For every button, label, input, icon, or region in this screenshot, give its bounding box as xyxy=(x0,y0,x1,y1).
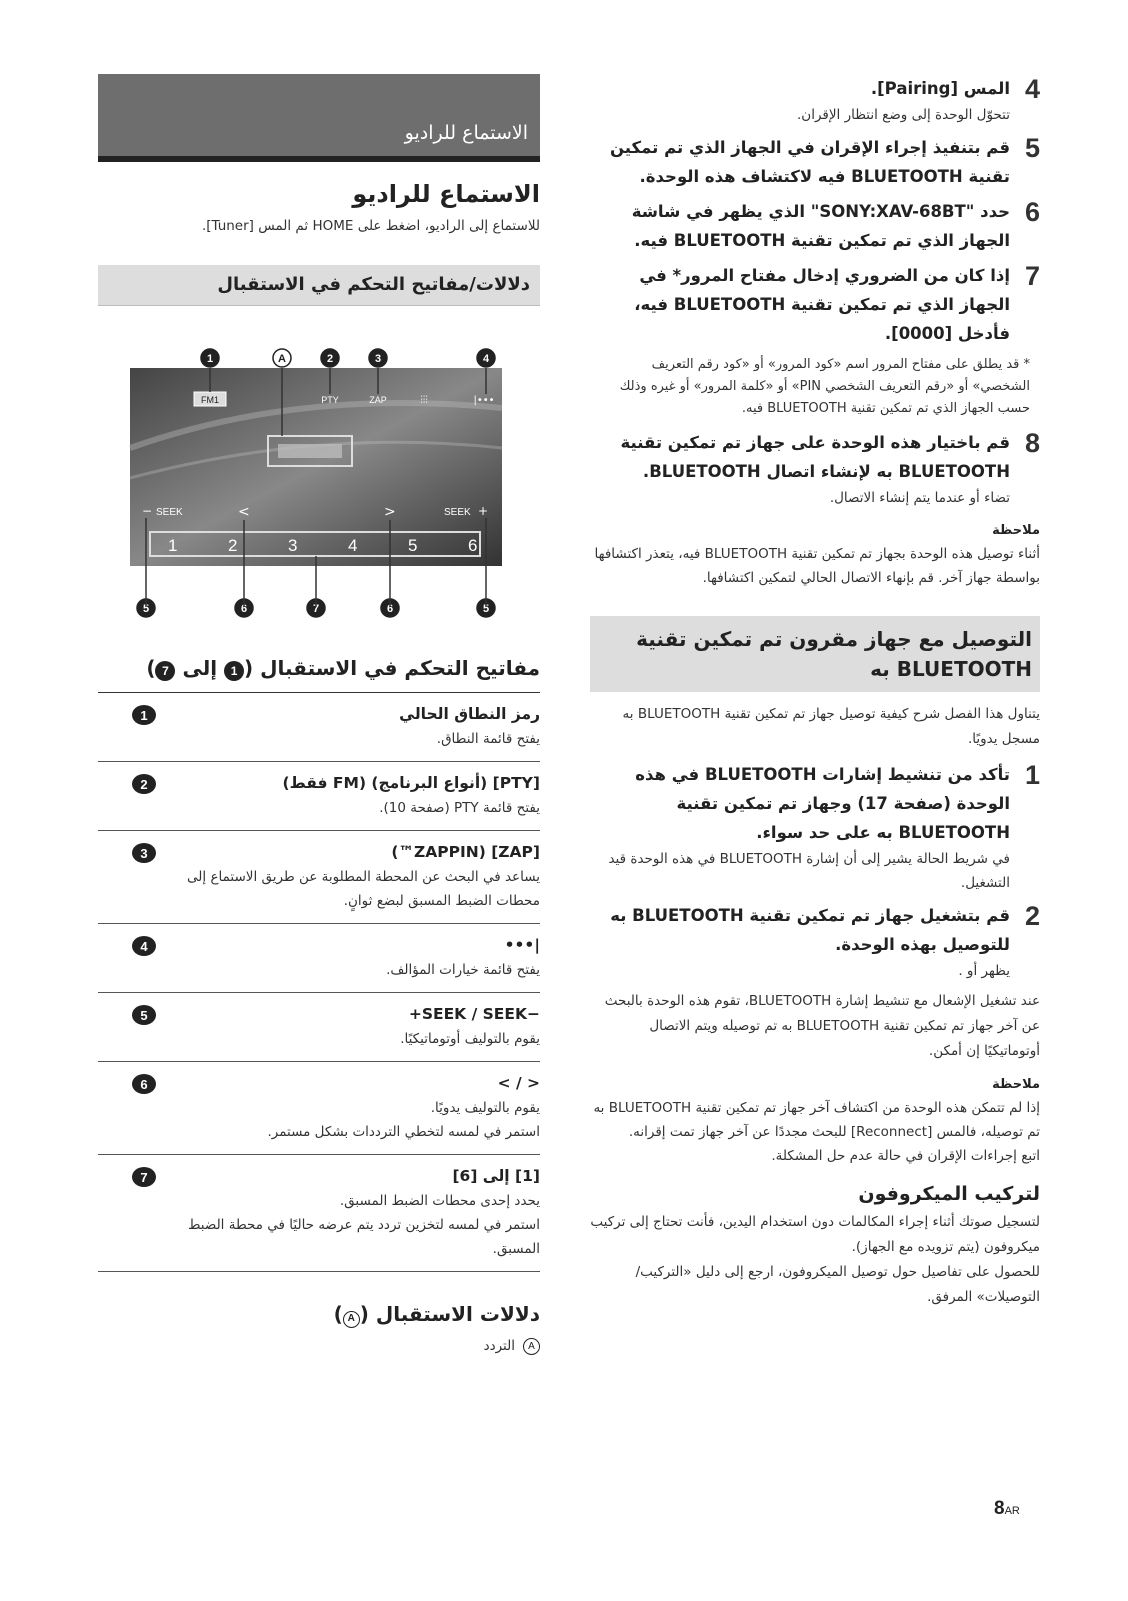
callout-4-icon: 4 xyxy=(132,936,156,956)
note-text: اتبع إجراءات الإقران في حالة عدم حل المشكلة. xyxy=(771,1148,1040,1164)
step-title: تأكد من تنشيط إشارات BLUETOOTH في هذه الوحدة (صفحة 17) وجهاز تم تمكين تقنية BLUETOOTH به على حد سواء. xyxy=(635,765,1010,842)
indicator-a-text: التردد xyxy=(483,1338,515,1354)
key-title: |••• xyxy=(504,936,540,954)
callout-7-icon: 7 xyxy=(132,1167,156,1187)
step-text: في شريط الحالة يشير إلى أن إشارة BLUETOOTH في هذه الوحدة قيد التشغيل. xyxy=(608,851,1010,891)
band-label: FM1 xyxy=(201,395,219,405)
seek-plus-icon: + xyxy=(478,504,489,518)
key-desc: يفتح قائمة خيارات المؤالف. xyxy=(386,962,540,978)
step-number: 8 xyxy=(1024,428,1040,458)
footnote: * قد يطلق على مفتاح المرور اسم «كود المرور» أو «كود رقم التعريف الشخصي» أو «رقم التعريف الشخصي PIN» أو «كلمة المرور» أو غيره وذلك حسب الجهاز الذي تم تمكين تقنية BLUETOOTH فيه. xyxy=(619,357,1030,416)
preset-button-1: 1 xyxy=(168,536,178,555)
tuner-screen-svg xyxy=(98,328,540,618)
step-number: 7 xyxy=(1024,261,1040,291)
left-column xyxy=(98,74,540,1359)
step-6 xyxy=(590,197,1040,255)
pty-label: PTY xyxy=(321,395,339,405)
step-title: إذا كان من الضروري إدخال مفتاح المرور* في الجهاز الذي تم تمكين تقنية BLUETOOTH فيه، فأدخل [0000]. xyxy=(634,266,1010,343)
eq-icon: ⫶⫶⫶ xyxy=(420,395,428,406)
step-number: 4 xyxy=(1024,74,1040,104)
callout-5-icon: 5 xyxy=(132,1005,156,1025)
step-8 xyxy=(590,428,1040,510)
preset-button-6: 6 xyxy=(468,536,478,555)
callout-7-icon: 7 xyxy=(155,661,175,681)
key-row xyxy=(98,1155,540,1272)
callouts-top xyxy=(201,349,495,367)
indicator-a-row xyxy=(98,1334,540,1359)
page-number xyxy=(994,1498,1020,1520)
callout-label: 3 xyxy=(374,353,382,365)
keys-heading-mid: إلى xyxy=(182,656,218,680)
right-column xyxy=(590,74,1040,1310)
preset-button-4: 4 xyxy=(348,536,358,555)
seek-plus-label: SEEK xyxy=(444,507,471,518)
step-number: 2 xyxy=(1024,901,1040,931)
key-desc: يفتح قائمة النطاق. xyxy=(436,731,540,747)
keys-heading-text: مفاتيح التحكم في الاستقبال xyxy=(260,656,540,680)
key-desc: يقوم بالتوليف يدويًا. استمر في لمسه لتخطي الترددات بشكل مستمر. xyxy=(267,1100,540,1140)
key-desc: يساعد في البحث عن المحطة المطلوبة عن طريق الاستماع إلى محطات الضبط المسبق لبضع ثوانٍ. xyxy=(187,869,540,909)
key-title: [1] إلى [6] xyxy=(452,1167,540,1185)
tune-right-icon: > xyxy=(384,504,396,520)
callout-1-icon: 1 xyxy=(132,705,156,725)
preset-button-2: 2 xyxy=(228,536,238,555)
step-number: 1 xyxy=(1024,760,1040,790)
callout-label: 6 xyxy=(386,603,394,615)
step-4 xyxy=(590,74,1040,127)
indicators-heading-text: دلالات الاستقبال xyxy=(375,1302,540,1326)
callout-6-icon: 6 xyxy=(132,1074,156,1094)
key-title: رمز النطاق الحالي xyxy=(399,705,540,723)
seek-minus-icon: − xyxy=(142,504,153,518)
step-title: حدد "SONY:XAV-68BT" الذي يظهر في شاشة الجهاز الذي تم تمكين تقنية BLUETOOTH فيه. xyxy=(631,202,1010,250)
callout-2-icon: 2 xyxy=(132,774,156,794)
paragraph: عند تشغيل الإشعال مع تنشيط إشارة BLUETOOTH، تقوم هذه الوحدة بالبحث عن آخر جهاز تم تمكين تقنية BLUETOOTH به تم توصيله ويتم الاتصال أوتوماتيكيًا إن أمكن. xyxy=(604,993,1040,1059)
tuner-screen-illustration xyxy=(98,328,540,618)
controls-heading: دلالات/مفاتيح التحكم في الاستقبال xyxy=(217,274,530,295)
callout-label: 7 xyxy=(312,603,320,615)
callout-label: 2 xyxy=(326,353,334,365)
mic-paragraph: للحصول على تفاصيل حول توصيل الميكروفون، ارجع إلى دليل «التركيب/التوصيلات» المرفق. xyxy=(635,1264,1040,1305)
key-row xyxy=(98,831,540,924)
note-label: ملاحظة xyxy=(992,523,1040,538)
step-5 xyxy=(590,133,1040,191)
key-row xyxy=(98,993,540,1062)
callout-label: A xyxy=(278,353,286,365)
step-title: قم بتنفيذ إجراء الإقران في الجهاز الذي تم تمكين تقنية BLUETOOTH فيه لاكتشاف هذه الوحدة. xyxy=(609,138,1010,186)
zap-label: ZAP xyxy=(369,395,387,405)
section-header-bar xyxy=(98,74,540,162)
key-row xyxy=(98,924,540,993)
key-row xyxy=(98,762,540,831)
step-title: قم باختيار هذه الوحدة على جهاز تم تمكين تقنية BLUETOOTH به لإنشاء اتصال BLUETOOTH. xyxy=(620,433,1010,481)
callout-a-icon: A xyxy=(343,1311,360,1328)
header-title: الاستماع للراديو xyxy=(404,122,528,144)
section-header xyxy=(590,616,1040,692)
callout-label: 1 xyxy=(206,353,214,365)
key-title: [ZAP] (ZAPPIN™) xyxy=(391,843,540,861)
step-7 xyxy=(590,261,1040,348)
tune-left-icon: < xyxy=(238,504,250,520)
controls-heading-box xyxy=(98,265,540,306)
indicators-heading: دلالات الاستقبال (A) xyxy=(333,1302,540,1326)
page-suffix: AR xyxy=(1004,1505,1020,1517)
callout-a-icon: A xyxy=(523,1338,540,1355)
key-title: −SEEK / SEEK+ xyxy=(408,1005,540,1023)
key-desc: يفتح قائمة PTY (صفحة 10). xyxy=(379,800,540,816)
preset-button-5: 5 xyxy=(408,536,418,555)
step-text: تضاء أو عندما يتم إنشاء الاتصال. xyxy=(829,490,1010,506)
key-title: < / > xyxy=(497,1074,540,1092)
callout-label: 5 xyxy=(482,603,490,615)
key-row xyxy=(98,693,540,762)
step-number: 5 xyxy=(1024,133,1040,163)
step-number: 6 xyxy=(1024,197,1040,227)
preset-button-3: 3 xyxy=(288,536,298,555)
step-1 xyxy=(590,760,1040,895)
options-icon: |••• xyxy=(473,395,495,406)
page-title: الاستماع للراديو xyxy=(352,180,540,208)
mic-paragraph: لتسجيل صوتك أثناء إجراء المكالمات دون استخدام اليدين، فأنت تحتاج إلى تركيب ميكروفون (يتم تزويده مع الجهاز). xyxy=(590,1214,1040,1255)
key-title: [PTY] (أنواع البرنامج) (FM فقط) xyxy=(282,774,540,792)
callout-3-icon: 3 xyxy=(132,843,156,863)
callout-label: 6 xyxy=(240,603,248,615)
intro-text: للاستماع إلى الراديو، اضغط على HOME ثم المس [Tuner]. xyxy=(201,218,540,234)
key-desc: يقوم بالتوليف أوتوماتيكيًا. xyxy=(400,1031,540,1047)
seek-minus-label: SEEK xyxy=(156,507,183,518)
step-2 xyxy=(590,901,1040,983)
mic-heading: لتركيب الميكروفون xyxy=(858,1183,1040,1205)
callout-label: 4 xyxy=(482,353,490,365)
keys-heading: مفاتيح التحكم في الاستقبال (1 إلى 7) xyxy=(98,652,540,693)
note-text: أثناء توصيل هذه الوحدة بجهاز تم تمكين تقنية BLUETOOTH فيه، يتعذر اكتشافها بواسطة جهاز آخر. قم بإنهاء الاتصال الحالي لتمكين اكتشافها. xyxy=(594,546,1040,586)
keys-list xyxy=(98,693,540,1272)
key-row xyxy=(98,1062,540,1155)
step-text: تتحوّل الوحدة إلى وضع انتظار الإقران. xyxy=(796,107,1010,123)
key-desc: يحدد إحدى محطات الضبط المسبق. استمر في لمسه لتخزين تردد يتم عرضه حاليًا في محطة الضبط المسبق. xyxy=(187,1193,540,1257)
page-number-value: 8 xyxy=(994,1498,1005,1519)
callout-1-icon: 1 xyxy=(224,661,244,681)
callout-label: 5 xyxy=(142,603,150,615)
step-text: يظهر أو . xyxy=(958,963,1010,979)
step-title: قم بتشغيل جهاز تم تمكين تقنية BLUETOOTH به للتوصيل بهذه الوحدة. xyxy=(610,906,1010,954)
step-title: المس [Pairing]. xyxy=(870,79,1010,98)
section-intro: يتناول هذا الفصل شرح كيفية توصيل جهاز تم تمكين تقنية BLUETOOTH به مسجل يدويًا. xyxy=(622,706,1040,747)
section-title: التوصيل مع جهاز مقرون تم تمكين تقنية BLUETOOTH به xyxy=(636,627,1032,681)
note-label: ملاحظة xyxy=(992,1077,1040,1092)
note-text: إذا لم تتمكن هذه الوحدة من اكتشاف آخر جهاز تم تمكين تقنية BLUETOOTH به تم توصيله، فالمس [Reconnect] للبحث مجددًا عن آخر جهاز تمت إقرانه. xyxy=(593,1100,1040,1140)
